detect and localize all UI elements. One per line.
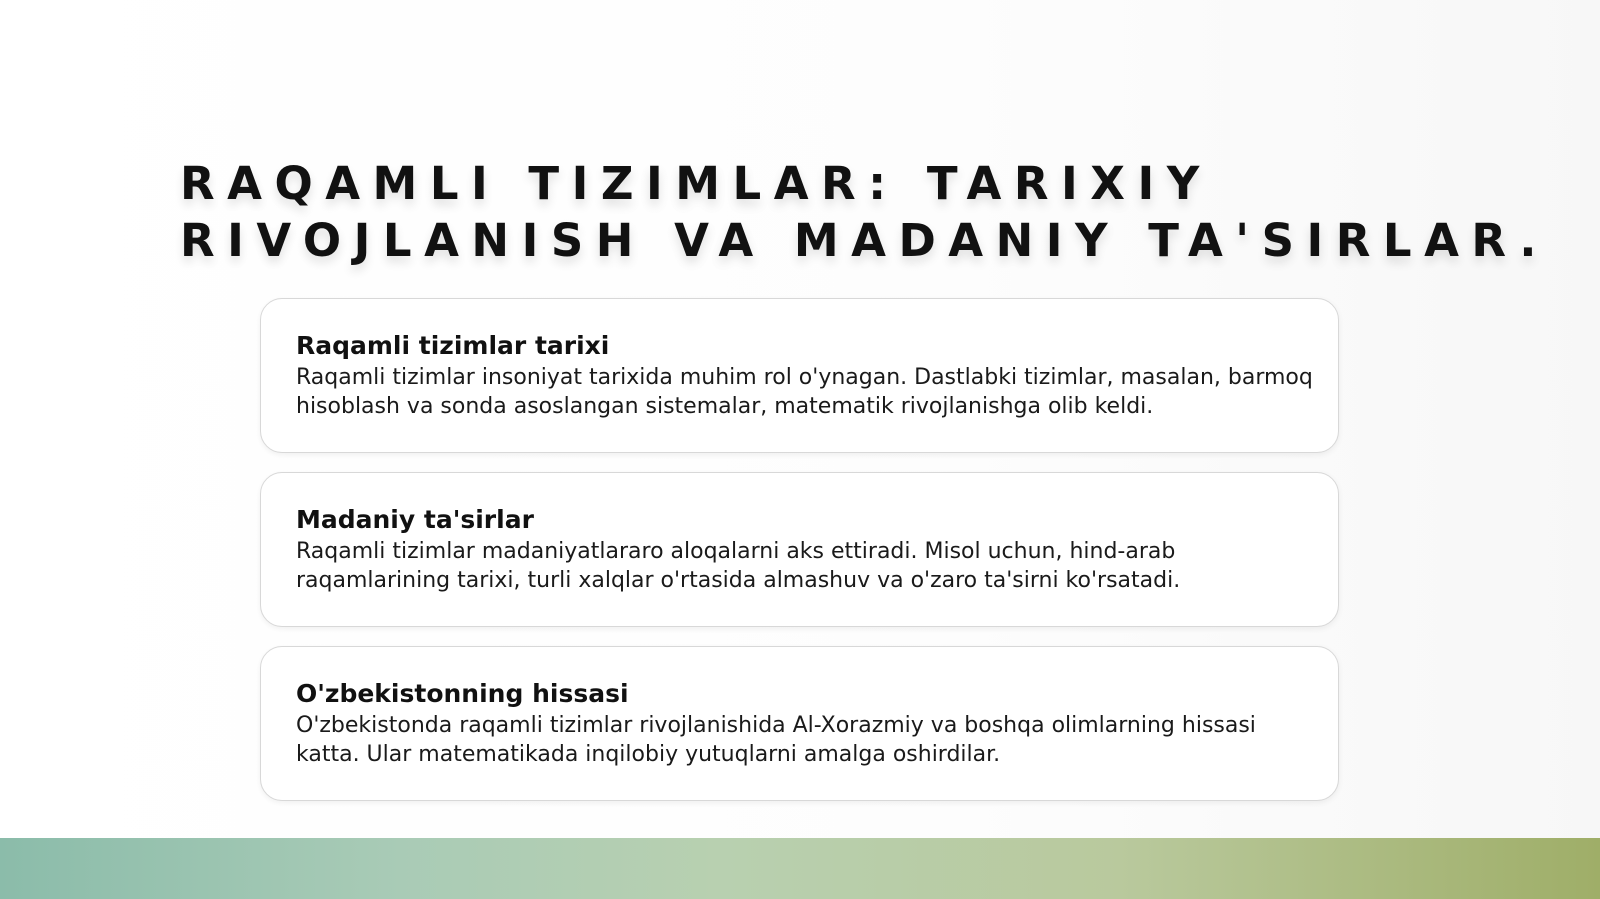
card-heading: Raqamli tizimlar tarixi	[296, 331, 610, 360]
card-body-line: O'zbekistonda raqamli tizimlar rivojlanishida Al-Xorazmiy va boshqa olimlarning hissasi	[296, 713, 1256, 738]
card-body-line: hisoblash va sonda asoslangan sistemalar, matematik rivojlanishga olib keldi.	[296, 394, 1154, 419]
slide-title-line-1: RAQAMLI TIZIMLAR: TARIXIY	[180, 157, 1212, 210]
card-body-line: raqamlarining tarixi, turli xalqlar o'rtasida almashuv va o'zaro ta'sirni ko'rsatadi.	[296, 568, 1181, 593]
card-cultural-influences	[260, 472, 1339, 627]
slide-title-line-2: RIVOJLANISH VA MADANIY TA'SIRLAR.	[180, 214, 1549, 267]
card-body	[296, 711, 1304, 769]
card-body-line: Raqamli tizimlar insoniyat tarixida muhim rol o'ynagan. Dastlabki tizimlar, masalan, barmoq	[296, 365, 1313, 390]
card-body	[296, 537, 1304, 595]
card-history	[260, 298, 1339, 453]
card-uzbekistan-contribution	[260, 646, 1339, 801]
card-body-line: Raqamli tizimlar madaniyatlararo aloqalarni aks ettiradi. Misol uchun, hind-arab	[296, 539, 1176, 564]
card-body-line: katta. Ular matematikada inqilobiy yutuqlarni amalga oshirdilar.	[296, 742, 1001, 767]
card-heading: Madaniy ta'sirlar	[296, 505, 534, 534]
card-heading: O'zbekistonning hissasi	[296, 679, 629, 708]
card-body	[296, 363, 1313, 421]
footer-gradient-bar	[0, 838, 1600, 899]
slide-title	[180, 155, 1549, 269]
